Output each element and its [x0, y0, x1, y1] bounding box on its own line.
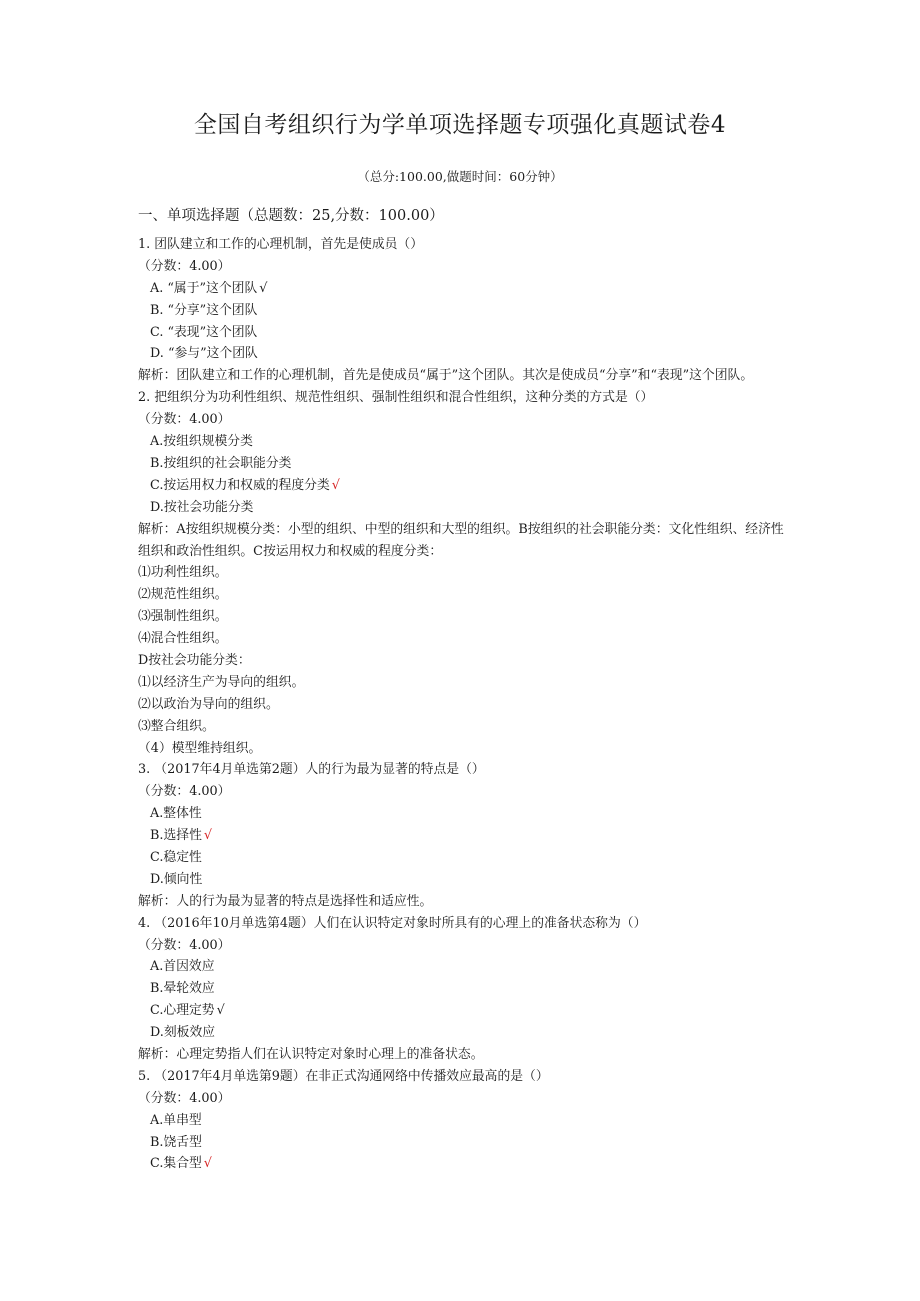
question-analysis: 解析：人的行为最为显著的特点是选择性和适应性。 [138, 893, 433, 909]
answer-option: C.按运用权力和权威的程度分类 √ [150, 477, 340, 493]
answer-option: C. “表现”这个团队 [150, 324, 258, 340]
analysis-line: ⑶强制性组织。 [138, 609, 228, 625]
answer-option: D.按社会功能分类 [150, 499, 254, 515]
analysis-line: ⑴功利性组织。 [138, 565, 228, 581]
question-score: （分数：4.00） [138, 412, 231, 428]
question-stem: 1. 团队建立和工作的心理机制，首先是使成员（） [138, 237, 424, 252]
correct-check-icon: √ [203, 1156, 212, 1172]
answer-option: B. “分享”这个团队 [150, 302, 258, 318]
correct-check-icon: √ [331, 477, 340, 493]
question-score: （分数：4.00） [138, 784, 231, 800]
question-score: （分数：4.00） [138, 937, 231, 953]
analysis-line: ⑵以政治为导向的组织。 [138, 696, 279, 712]
analysis-line: ⑷混合性组织。 [138, 631, 228, 647]
answer-option: A.首因效应 [150, 959, 215, 975]
question-list [138, 234, 788, 1175]
answer-option: B.饶舌型 [150, 1134, 202, 1150]
answer-option: A.按组织规模分类 [150, 434, 253, 450]
question-analysis: 解析：A按组织规模分类：小型的组织、中型的组织和大型的组织。B按组织的社会职能分类：文化性组织、经济性组织和政治性组织。C按运用权力和权威的程度分类： [138, 521, 784, 559]
correct-check-icon: √ [216, 1003, 225, 1019]
question-stem: 4. （2016年10月单选第4题）人们在认识特定对象时所具有的心理上的准备状态称为（） [138, 915, 647, 931]
answer-option: C.集合型 √ [150, 1156, 212, 1172]
question-score: （分数：4.00） [138, 1090, 231, 1106]
correct-check-icon: √ [259, 280, 268, 296]
analysis-line: ⑶整合组织。 [138, 718, 215, 734]
question-stem: 2. 把组织分为功利性组织、规范性组织、强制性组织和混合性组织，这种分类的方式是（） [138, 390, 654, 406]
answer-option: D.倾向性 [150, 871, 203, 887]
answer-option: B.按组织的社会职能分类 [150, 455, 292, 471]
answer-option: D. “参与”这个团队 [150, 346, 258, 362]
question-stem: 3. （2017年4月单选第2题）人的行为最为显著的特点是（） [138, 762, 485, 778]
answer-option: D.刻板效应 [150, 1025, 216, 1041]
answer-option: A.整体性 [150, 806, 202, 822]
answer-option: C.稳定性 [150, 849, 202, 865]
question-analysis: 解析：团队建立和工作的心理机制，首先是使成员“属于”这个团队。其次是使成员“分享”和“表现”这个团队。 [138, 368, 754, 384]
analysis-line: D按社会功能分类： [138, 652, 251, 668]
question-stem: 5. （2017年4月单选第9题）在非正式沟通网络中传播效应最高的是（） [138, 1068, 549, 1084]
question-score: （分数：4.00） [138, 258, 231, 274]
question-analysis: 解析：心理定势指人们在认识特定对象时心理上的准备状态。 [138, 1047, 484, 1063]
exam-title: 全国自考组织行为学单项选择题专项强化真题试卷4 [193, 112, 727, 138]
answer-option: B.选择性 √ [150, 828, 213, 844]
analysis-line: ⑵规范性组织。 [138, 587, 228, 603]
exam-subtitle: （总分:100.00,做题时间：60分钟） [357, 169, 563, 184]
section-heading: 一、单项选择题（总题数：25,分数：100.00） [138, 208, 444, 224]
analysis-line: ⑴以经济生产为导向的组织。 [138, 674, 305, 690]
correct-check-icon: √ [203, 828, 213, 844]
analysis-line: （4）模型维持组织。 [138, 740, 262, 756]
answer-option: C.心理定势 √ [150, 1003, 225, 1019]
answer-option: A. “属于”这个团队 √ [150, 280, 268, 296]
answer-option: B.晕轮效应 [150, 981, 215, 997]
answer-option: A.单串型 [150, 1112, 202, 1128]
